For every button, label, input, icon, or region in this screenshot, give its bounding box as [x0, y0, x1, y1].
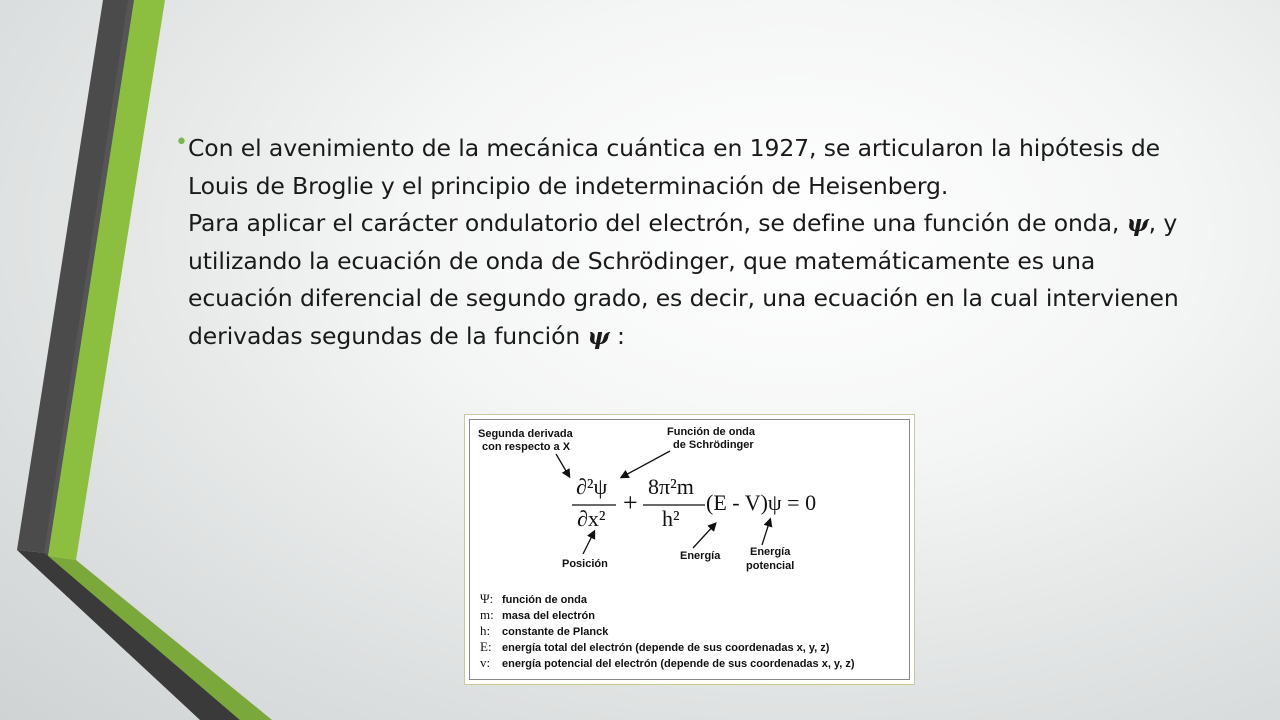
paragraph-2-end: :: [616, 321, 625, 350]
label-second-derivative-1: Segunda derivada: [478, 428, 573, 440]
legend-symbol: v:: [480, 655, 491, 670]
eq-partial-numerator: ∂²ψ: [576, 474, 608, 499]
bullet-dot-icon: •: [175, 130, 188, 155]
paragraph-2-part-1: Para aplicar el carácter ondulatorio del electrón, se define una función de onda,: [187, 209, 1127, 237]
arrow-potential: [762, 520, 770, 545]
paragraph-1: Con el avenimiento de la mecánica cuántica en 1927, se articularon la hipótesis de Louis de Broglie y el principio de indeterminación de Heisenberg.: [187, 134, 1161, 200]
label-wave-function-2: de Schrödinger: [673, 439, 754, 451]
label-potential-2: potencial: [746, 560, 795, 572]
legend-text: masa del electrón: [502, 610, 595, 622]
paragraph-2-part-2: , y utilizando la ecuación de onda de Schrödinger, que matemáticamente es una ecuación diferencial de segundo grado, es decir, una ecuación en la cual intervienen derivadas segundas de la función: [187, 209, 1179, 350]
eq-tail: (E - V)ψ = 0: [706, 490, 817, 515]
legend-text: energía potencial del electrón (depende de sus coordenadas x, y, z): [502, 658, 855, 670]
eq-plus: +: [623, 488, 638, 517]
arrow-second-derivative: [556, 454, 569, 476]
legend-item-m: [480, 607, 595, 624]
legend-item-psi: [480, 591, 587, 608]
legend-text: función de onda: [502, 594, 587, 606]
bullet-content: [175, 130, 1185, 355]
legend-symbol: E:: [480, 639, 492, 654]
schrodinger-equation-figure: [464, 414, 915, 685]
eq-coef-numerator: 8π²m: [648, 474, 694, 499]
legend-item-v: [480, 655, 855, 672]
dark-stripe-lower: [17, 550, 240, 720]
bullet-text: [188, 130, 1185, 355]
label-energy: Energía: [680, 550, 721, 562]
paragraph-2: [188, 205, 1185, 355]
legend-item-e: [480, 639, 829, 656]
legend-item-h: [480, 623, 608, 640]
psi-symbol: ψ: [1126, 209, 1149, 237]
label-second-derivative-2: con respecto a X: [482, 441, 571, 453]
green-stripe-lower: [48, 556, 272, 720]
figure-frame: [469, 419, 910, 680]
arrow-position: [583, 532, 594, 554]
arrow-energy: [693, 524, 715, 548]
label-potential-1: Energía: [750, 546, 791, 558]
legend-symbol: Ψ:: [480, 591, 494, 606]
label-position: Posición: [562, 558, 608, 570]
legend-symbol: m:: [480, 607, 494, 622]
psi-symbol-2: ψ: [587, 321, 610, 350]
legend-symbol: h:: [480, 623, 491, 638]
eq-partial-denominator: ∂x²: [577, 506, 606, 531]
label-wave-function-1: Función de onda: [667, 426, 755, 438]
bullet-item: [175, 130, 1185, 355]
legend-text: constante de Planck: [502, 626, 609, 638]
legend-text: energía total del electrón (depende de sus coordenadas x, y, z): [502, 642, 830, 654]
eq-coef-denominator: h²: [662, 506, 680, 531]
